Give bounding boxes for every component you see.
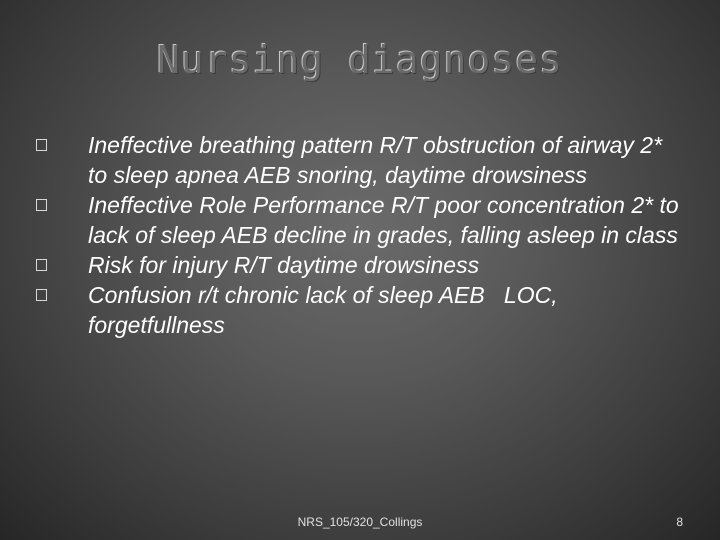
bullet-item: [36, 130, 686, 190]
square-bullet-icon: [36, 199, 47, 211]
bullet-item: [36, 250, 686, 280]
square-bullet-icon: [36, 259, 47, 271]
page-number: 8: [676, 515, 683, 529]
bullet-list: [36, 130, 686, 340]
bullet-item: [36, 190, 686, 250]
bullet-text: Ineffective Role Performance R/T poor concentration 2* to lack of sleep AEB decline in grades, falling asleep in class: [88, 192, 679, 248]
bullet-text: Ineffective breathing pattern R/T obstruction of airway 2* to sleep apnea AEB snoring, daytime drowsiness: [88, 132, 663, 188]
square-bullet-icon: [36, 139, 47, 151]
bullet-text: Risk for injury R/T daytime drowsiness: [88, 252, 480, 278]
square-bullet-icon: [36, 289, 47, 301]
bullet-text: Confusion r/t chronic lack of sleep AEB LOC, forgetfullness: [88, 282, 558, 338]
bullet-item: [36, 280, 686, 340]
footer-text: NRS_105/320_Collings: [297, 515, 423, 529]
slide-title: Nursing diagnoses: [157, 38, 563, 82]
